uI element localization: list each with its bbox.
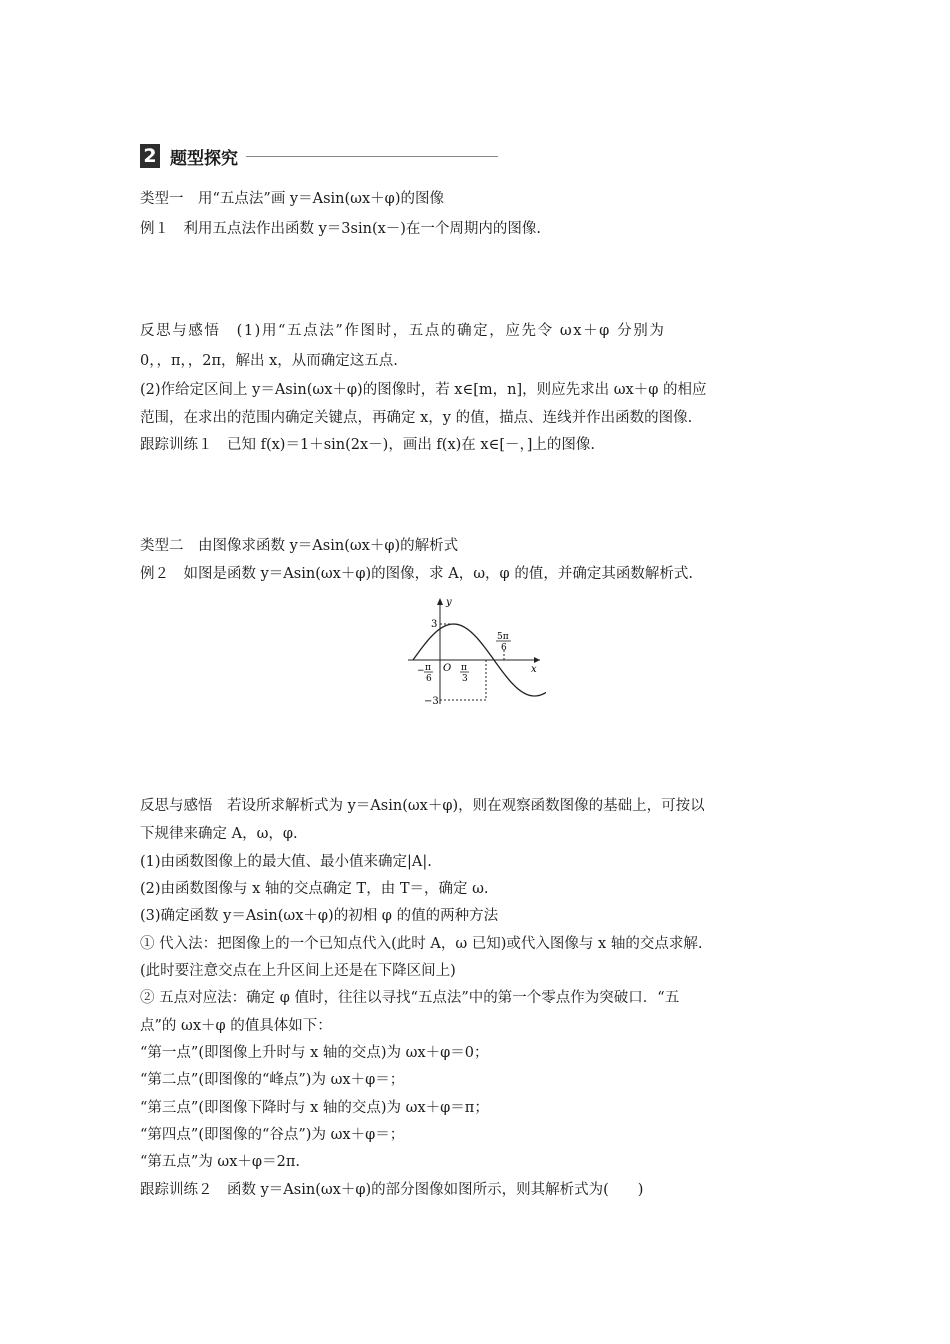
five-pi-sixth-numerator: 5π [497,632,509,642]
rule-two: (2)由函数图像与 x 轴的交点确定 T，由 T＝，确定 ω. [140,881,489,897]
neg-pi-sixth-numerator: π [425,663,431,673]
type-two-heading: 类型二 由图像求函数 y＝Asin(ωx＋φ)的解析式 [140,538,459,554]
pi-third-denominator: 3 [462,674,468,684]
type-one-heading: 类型一 用“五点法”画 y＝Asin(ωx＋φ)的图像 [140,191,444,207]
reflection-one-line-1: 反思与感悟 (1)用“五点法”作图时，五点的确定，应先令 ωx＋φ 分别为 [140,323,666,339]
x-axis-label: x [531,664,537,675]
method-two-line-1: ② 五点对应法：确定 φ 值时，往往以寻找“五点法”中的第一个零点作为突破口．“五 [140,990,680,1006]
reflection-one-line-3: (2)作给定区间上 y＝Asin(ωx＋φ)的图像时，若 x∈[m，n]，则应先求出 ωx＋φ 的相应 [140,382,707,398]
pi-third-numerator: π [461,663,467,673]
method-two-line-2: 点”的 ωx＋φ 的值具体如下： [140,1018,332,1034]
section-title: 题型探究 [170,148,238,169]
sine-graph-figure [400,594,546,710]
point-five: “第五点”为 ωx＋φ＝2π. [140,1154,300,1170]
method-one: ① 代入法：把图像上的一个已知点代入(此时 A，ω 已知)或代入图像与 x 轴的交点求解. [140,936,703,952]
example-two: 例２ 如图是函数 y＝Asin(ωx＋φ)的图像，求 A，ω，φ 的值，并确定其函数解析式. [140,566,693,582]
point-three: “第三点”(即图像下降时与 x 轴的交点)为 ωx＋φ＝π； [140,1100,489,1116]
rule-three: (3)确定函数 y＝Asin(ωx＋φ)的初相 φ 的值的两种方法 [140,908,499,924]
y-axis-arrow [437,598,443,605]
reflection-two-line-2: 下规律来确定 A，ω，φ. [140,826,298,842]
practice-one: 跟踪训练１ 已知 f(x)＝1＋sin(2x－)，画出 f(x)在 x∈[－，]上的图像. [140,437,595,453]
section-header [140,143,498,169]
method-one-note: (此时要注意交点在上升区间上还是在下降区间上) [140,963,456,979]
section-rule [246,156,498,157]
reflection-one-line-2: 0，，π，，2π，解出 x，从而确定这五点. [140,353,398,369]
origin-label: O [443,663,452,674]
min-tick-label: −3 [424,696,439,707]
section-number-badge: 2 [140,144,160,168]
neg-pi-sixth-sign: − [417,666,425,676]
example-one: 例１ 利用五点法作出函数 y＝3sin(x－)在一个周期内的图像. [140,221,542,237]
point-four: “第四点”(即图像的“谷点”)为 ωx＋φ＝； [140,1127,405,1143]
practice-two: 跟踪训练２ 函数 y＝Asin(ωx＋φ)的部分图像如图所示，则其解析式为( ) [140,1182,644,1198]
point-two: “第二点”(即图像的“峰点”)为 ωx＋φ＝； [140,1072,405,1088]
rule-one: (1)由函数图像上的最大值、最小值来确定|A|. [140,854,432,870]
five-pi-sixth-denominator: 6 [501,643,507,653]
max-tick-label: 3 [431,619,438,630]
point-one: “第一点”(即图像上升时与 x 轴的交点)为 ωx＋φ＝0； [140,1045,489,1061]
y-axis-label: y [446,597,452,608]
reflection-one-line-4: 范围，在求出的范围内确定关键点，再确定 x，y 的值，描点、连线并作出函数的图像. [140,410,693,426]
reflection-two-line-1: 反思与感悟 若设所求解析式为 y＝Asin(ωx＋φ)，则在观察函数图像的基础上，可按以 [140,798,705,814]
neg-pi-sixth-denominator: 6 [426,674,432,684]
x-axis-arrow [534,657,540,663]
